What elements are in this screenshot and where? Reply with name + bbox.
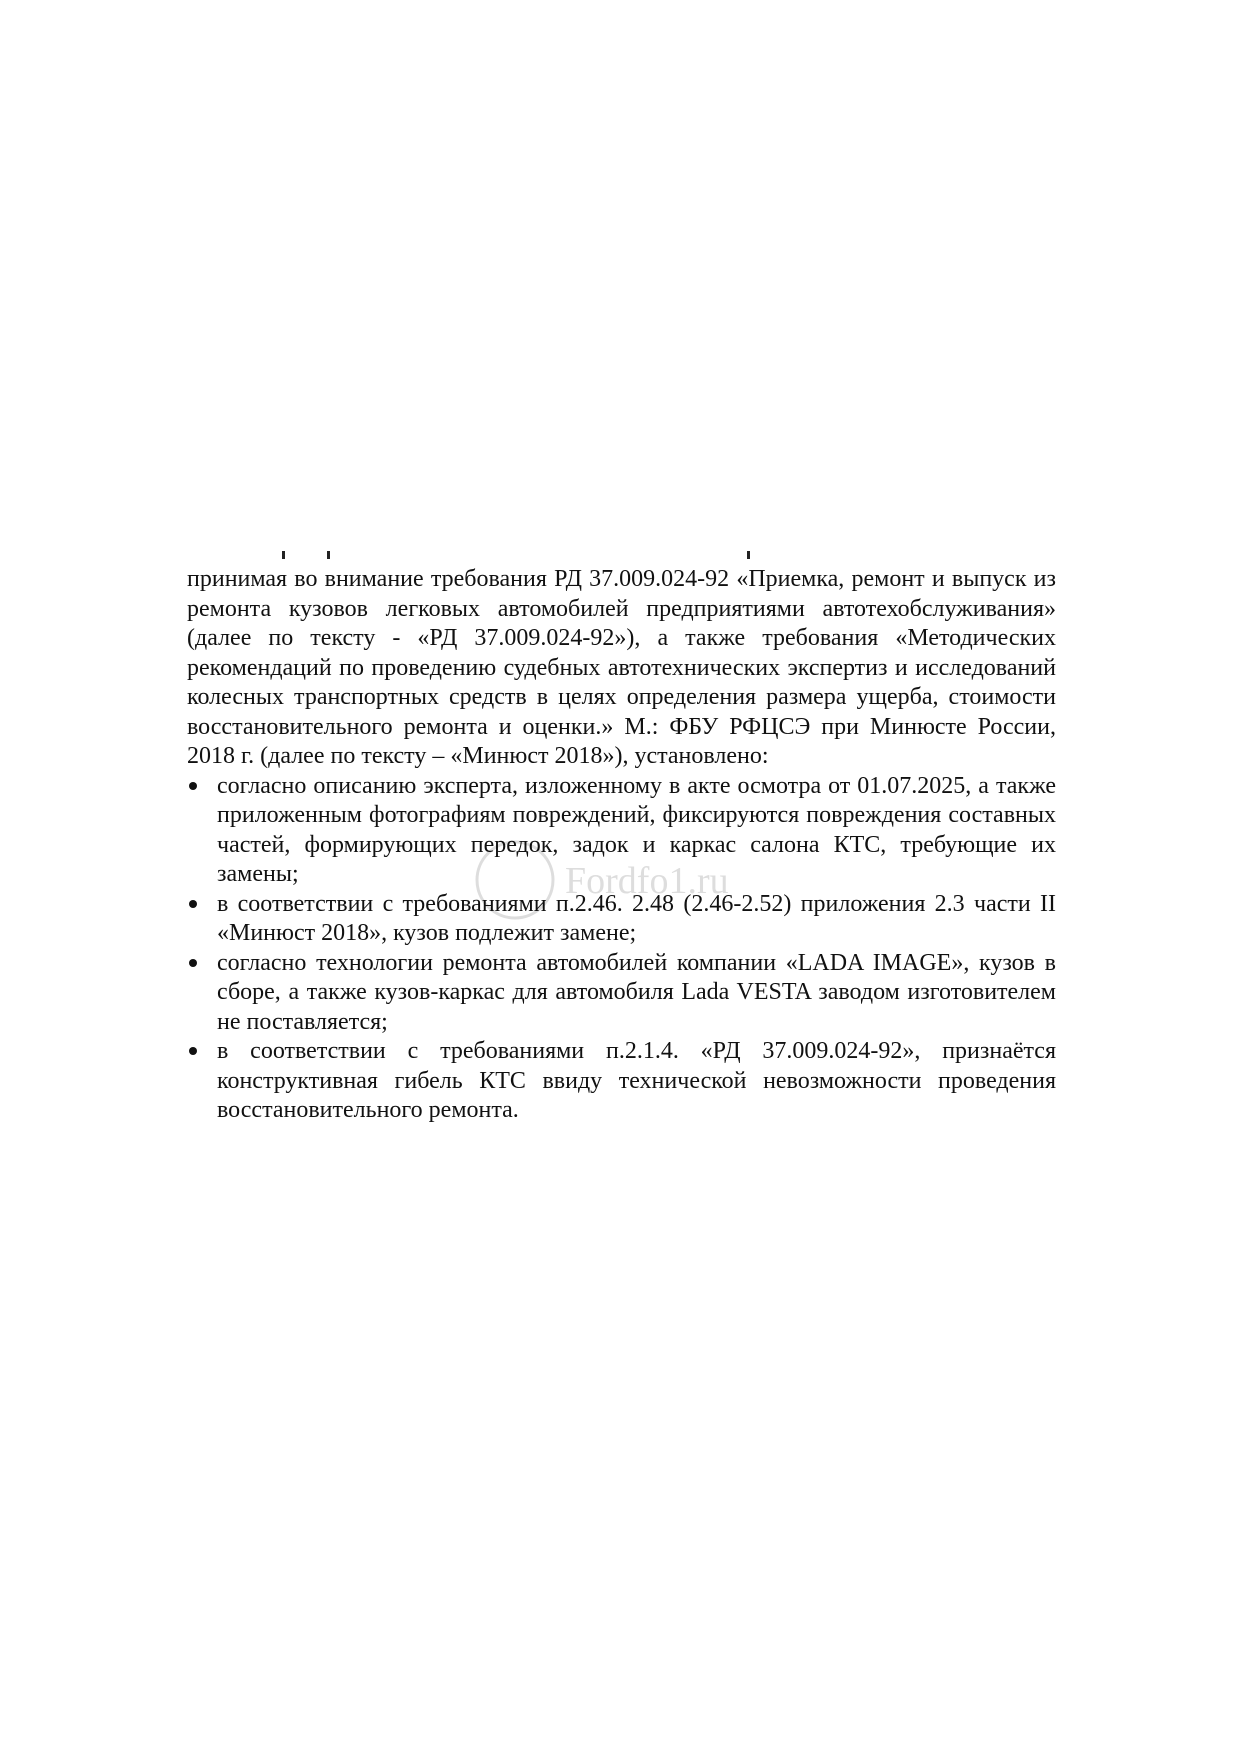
bullet-icon [189, 782, 197, 790]
list-item [187, 772, 1056, 890]
document-body [187, 565, 1056, 1126]
intro-paragraph: принимая во внимание требования РД 37.009.024-92 «Приемка, ремонт и выпуск из ремонта кузовов легковых автомобилей предприятиями автотехобслуживания» (далее по тексту - «РД 37.009.024-92»), а также требования «Методических рекомендаций по проведению судебных автотехнических экспертиз и исследований колесных транспортных средств в целях определения размера ущерба, стоимости восстановительного ремонта и оценки.» М.: ФБУ РФЦСЭ при Минюсте России, 2018 г. (далее по тексту – «Минюст 2018»), установлено: [187, 566, 1056, 769]
list-item-text: согласно технологии ремонта автомобилей компании «LADA IMAGE», кузов в сборе, а также кузов-каркас для автомобиля Lada VESTA заводом изготовителем не поставляется; [217, 949, 1056, 1035]
list-item-text: согласно описанию эксперта, изложенному в акте осмотра от 01.07.2025, а также приложенным фотографиям повреждений, фиксируются повреждения составных частей, формирующих передок, задок и каркас салона КТС, требующие их замены; [217, 772, 1056, 887]
bullet-icon [189, 959, 197, 967]
list-item [187, 1037, 1056, 1126]
cropped-text-fragment [187, 551, 1056, 565]
list-item [187, 949, 1056, 1038]
watermark-text: Fordfo1.ru [565, 860, 729, 902]
bullet-icon [189, 1047, 197, 1055]
findings-list [187, 772, 1056, 1126]
list-item [187, 890, 1056, 949]
bullet-icon [189, 900, 197, 908]
list-item-text: в соответствии с требованиями п.2.1.4. «РД 37.009.024-92», признаётся конструктивная гибель КТС ввиду технической невозможности проведения восстановительного ремонта. [217, 1038, 1056, 1123]
list-item-text: в соответствии с требованиями п.2.46. 2.48 (2.46-2.52) приложения 2.3 части II «Минюст 2018», кузов подлежит замене; [217, 890, 1056, 946]
